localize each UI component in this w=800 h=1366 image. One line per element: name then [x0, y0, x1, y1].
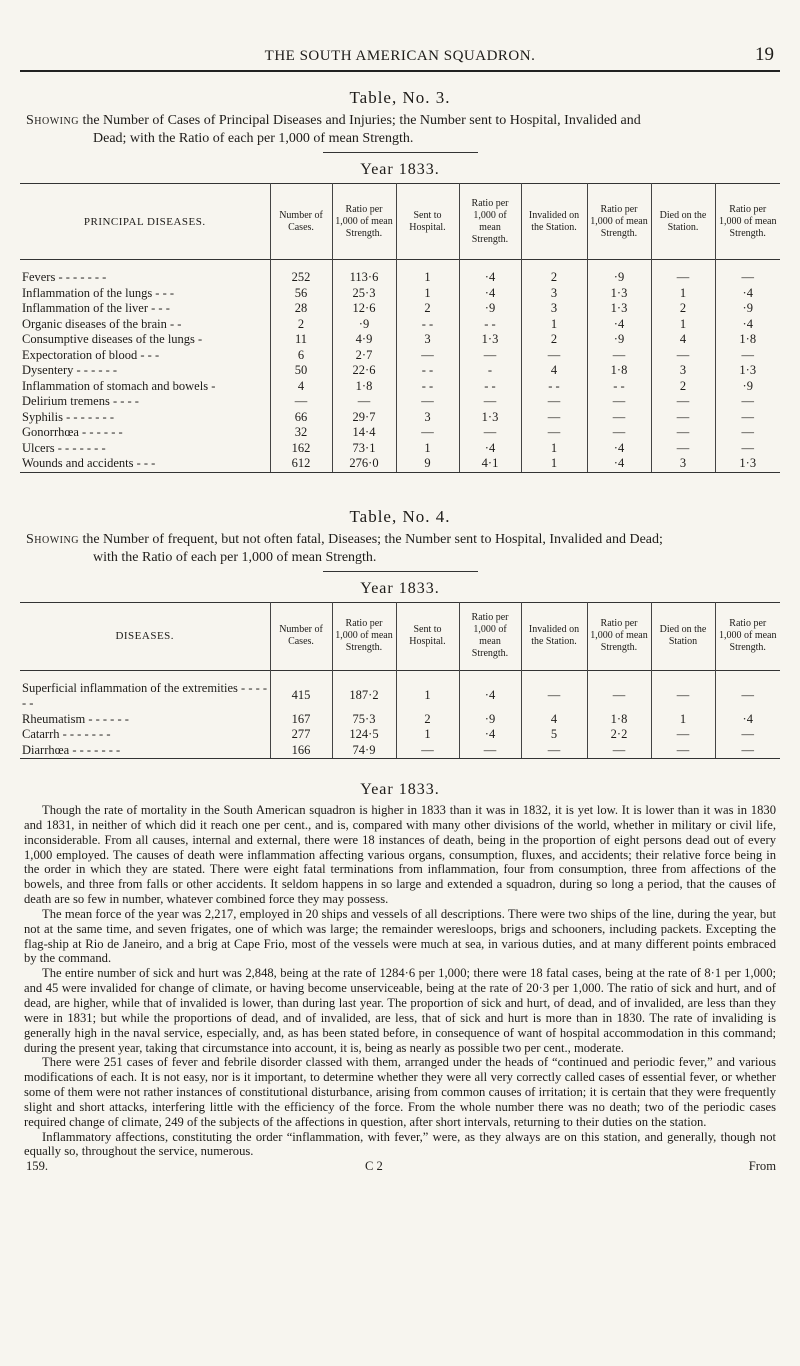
table3-value-cell: — [396, 394, 459, 410]
table3-value-cell: 1 [396, 441, 459, 457]
table3-value-cell: — [396, 348, 459, 364]
table3-header: Sent to Hospital. [396, 184, 459, 260]
table3-value-cell: - - [459, 379, 521, 395]
table3-disease-cell: Gonorrhœa - - - - - - [22, 425, 123, 439]
table3-disease-cell: Inflammation of stomach and bowels - [22, 378, 216, 393]
table3-value-cell: ·4 [715, 286, 780, 302]
table4-value-cell: 1·8 [587, 712, 651, 728]
table4-value-cell: ·4 [459, 681, 521, 712]
table3-value-cell: — [651, 394, 715, 410]
table3-header: Died on the Station. [651, 184, 715, 260]
header-rule [20, 70, 780, 72]
table3-row [20, 270, 780, 286]
table4-header: Ratio per 1,000 of mean Strength. [332, 602, 396, 670]
table3-header: Ratio per 1,000 of mean Strength. [587, 184, 651, 260]
table3-value-cell: 1·8 [587, 363, 651, 379]
table4-value-cell: 1 [651, 712, 715, 728]
table4-disease-cell: Diarrhœa - - - - - - - [20, 743, 270, 759]
table3-value-cell: — [521, 410, 587, 426]
table3-value-cell: 1·3 [459, 410, 521, 426]
table3 [20, 183, 780, 473]
table3-value-cell: — [587, 410, 651, 426]
table3-row [20, 317, 780, 333]
table3-disease-cell: Organic diseases of the brain - - [22, 316, 182, 331]
table3-value-cell: — [715, 410, 780, 426]
table3-value-cell: ·9 [715, 379, 780, 395]
table3-value-cell: ·4 [459, 270, 521, 286]
table4-value-cell: 74·9 [332, 743, 396, 759]
table3-value-cell: 2 [651, 379, 715, 395]
table3-header: Number of Cases. [270, 184, 332, 260]
table4-disease-cell: Rheumatism - - - - - - [22, 711, 129, 726]
table3-description [20, 112, 780, 148]
table3-header: PRINCIPAL DISEASES. [83, 215, 206, 228]
table3-row [20, 456, 780, 472]
table3-disease-cell: Ulcers - - - - - - - [22, 440, 106, 455]
table4-header: DISEASES. [115, 630, 175, 642]
table3-value-cell: — [715, 270, 780, 286]
table3-value-cell: 32 [270, 425, 332, 441]
table4-header: Invalided on the Station. [521, 602, 587, 670]
table4-value-cell: — [396, 743, 459, 759]
table3-value-cell: 28 [270, 301, 332, 317]
table4-header: Number of Cases. [270, 602, 332, 670]
table3-value-cell: ·4 [587, 456, 651, 472]
table3-value-cell: — [459, 394, 521, 410]
table3-value-cell: 12·6 [332, 301, 396, 317]
table3-value-cell: — [270, 394, 332, 410]
table4-row [20, 712, 780, 728]
table3-value-cell: 1·8 [332, 379, 396, 395]
table4-header: Sent to Hospital. [396, 602, 459, 670]
table4-disease-cell: Superficial inflammation of the extremities - - - - - - [22, 680, 268, 710]
table4-row [20, 727, 780, 743]
table3-desc-cont: Dead; with the Ratio of each per 1,000 of mean Strength. [93, 131, 414, 146]
table3-value-cell: 1 [651, 317, 715, 333]
footer-sheet-ref: C 2 [365, 1159, 383, 1174]
table4-value-cell: ·4 [459, 727, 521, 743]
table3-value-cell: 1 [396, 286, 459, 302]
footer-catchword: From [748, 1159, 776, 1174]
footer-signature: 159. [26, 1159, 49, 1174]
table3-value-cell: ·4 [459, 286, 521, 302]
table3-value-cell: 25·3 [332, 286, 396, 302]
table3-value-cell: 3 [521, 286, 587, 302]
table3-row [20, 441, 780, 457]
page-footer [20, 1159, 780, 1175]
table4-header: Ratio per 1,000 of mean Strength. [587, 602, 651, 670]
table3-value-cell: 4 [521, 363, 587, 379]
table3-value-cell: - - [396, 317, 459, 333]
table3-value-cell: ·9 [587, 332, 651, 348]
table3-value-cell: 1 [521, 441, 587, 457]
table3-value-cell: 4·1 [459, 456, 521, 472]
table4-header: Ratio per 1,000 of mean Strength. [459, 602, 521, 670]
table3-value-cell: — [332, 394, 396, 410]
table3-value-cell: 73·1 [332, 441, 396, 457]
table3-value-cell: 4 [651, 332, 715, 348]
table3-disease-cell: Consumptive diseases of the lungs - [22, 332, 203, 346]
table3-value-cell: — [651, 425, 715, 441]
table4-value-cell: — [587, 743, 651, 759]
table4-value-cell: — [715, 727, 780, 743]
table3-short-rule [323, 152, 478, 153]
table3-value-cell: 4 [270, 379, 332, 395]
table3-value-cell: 3 [651, 363, 715, 379]
table4-value-cell: — [459, 743, 521, 759]
table3-value-cell: 162 [270, 441, 332, 457]
table3-value-cell: 3 [521, 301, 587, 317]
table3-row [20, 410, 780, 426]
table3-value-cell: 2 [270, 317, 332, 333]
table3-value-cell: 6 [270, 348, 332, 364]
table3-disease-cell: Dysentery - - - - - - [22, 363, 118, 377]
table3-value-cell: 4·9 [332, 332, 396, 348]
table3-value-cell: 66 [270, 410, 332, 426]
table3-year: Year 1833. [360, 161, 440, 178]
table4-value-cell: 277 [270, 727, 332, 743]
table4-value-cell: — [587, 681, 651, 712]
table3-value-cell: — [587, 394, 651, 410]
paragraph: The entire number of sick and hurt was 2,848, being at the rate of 1284·6 per 1,000; there were 18 fatal cases, being at the rate of 8·1 per 1,000; and 45 were invalided for change of climate, or having become unserviceable, being at the rate of 20·3 per 1,000. The ratio of sick and hurt, and of dead, are higher, while that of invalided is lower, than during last year. The proportion of sick and hurt, of dead, and of invalided, are less than they were in 1831; but while the proportions of dead, and of invalided, are less, that of sick and hurt is more than in 1830. The rate of invaliding is generally high in the naval service, especially, and, as has been stated before, in consequence of want of hospital accommodation in this command; during the present year, taking that circumstance into account, it is, being as nearly as possible two per cent., moderate. [24, 966, 776, 1055]
table3-value-cell: — [651, 270, 715, 286]
table4-value-cell: — [715, 743, 780, 759]
table3-value-cell: ·9 [332, 317, 396, 333]
table4-value-cell: — [715, 681, 780, 712]
table3-row [20, 348, 780, 364]
table3-value-cell: 2 [521, 332, 587, 348]
table3-value-cell: ·4 [587, 317, 651, 333]
table3-value-cell: 29·7 [332, 410, 396, 426]
table4-value-cell: ·4 [715, 712, 780, 728]
table3-value-cell: ·9 [459, 301, 521, 317]
table3-row [20, 394, 780, 410]
table3-value-cell: — [715, 425, 780, 441]
table4-value-cell: 2 [396, 712, 459, 728]
table3-desc-lead: Showing [26, 113, 79, 128]
table3-value-cell: 276·0 [332, 456, 396, 472]
table3-value-cell: 56 [270, 286, 332, 302]
table3-value-cell: — [715, 348, 780, 364]
table3-value-cell: - - [587, 379, 651, 395]
table4-value-cell: ·9 [459, 712, 521, 728]
table3-disease-cell: Expectoration of blood - - - [22, 347, 160, 362]
table3-disease-cell: Fevers - - - - - - - [22, 270, 107, 284]
table3-value-cell: - - [521, 379, 587, 395]
table3-header: Ratio per 1,000 of mean Strength. [459, 184, 521, 260]
table4-value-cell: 2·2 [587, 727, 651, 743]
table4-value-cell: 415 [270, 681, 332, 712]
table3-value-cell: 22·6 [332, 363, 396, 379]
table3-value-cell: 11 [270, 332, 332, 348]
table3-row [20, 286, 780, 302]
table4-value-cell: — [651, 727, 715, 743]
table3-value-cell: — [396, 425, 459, 441]
section-title: Year 1833. [360, 781, 440, 798]
table4-value-cell: 124·5 [332, 727, 396, 743]
table4-desc-cont: with the Ratio of each per 1,000 of mean Strength. [93, 549, 377, 565]
table4-value-cell: 166 [270, 743, 332, 759]
table3-disease-cell: Syphilis - - - - - - - [22, 409, 114, 424]
table3-disease-cell: Wounds and accidents - - - [20, 456, 270, 472]
paragraph: Inflammatory affections, constituting the order “inflammation, with fever,” were, as they always are on this station, and generally, though not equally so, throughout the service, numerous. [24, 1129, 776, 1159]
table3-body [20, 260, 780, 473]
table3-row [20, 425, 780, 441]
table3-value-cell: 1·8 [715, 332, 780, 348]
table3-value-cell: — [459, 348, 521, 364]
table4-value-cell: — [521, 681, 587, 712]
table3-value-cell: - - [396, 379, 459, 395]
table3-value-cell: 1·3 [587, 286, 651, 302]
table4-value-cell: — [651, 743, 715, 759]
table3-value-cell: — [715, 441, 780, 457]
table4-row [20, 743, 780, 759]
table3-value-cell: 1 [521, 456, 587, 472]
body-text [20, 803, 780, 1159]
table3-value-cell: — [651, 441, 715, 457]
table4-desc-lead: Showing [26, 531, 79, 547]
table4-title: Table, No. 4. [349, 506, 451, 526]
table3-row [20, 332, 780, 348]
table4-description [20, 531, 780, 567]
table3-row [20, 301, 780, 317]
table3-value-cell: ·4 [715, 317, 780, 333]
table3-value-cell: 1 [521, 317, 587, 333]
table3-value-cell: 2 [396, 301, 459, 317]
table4-desc-rest: the Number of frequent, but not often fatal, Diseases; the Number sent to Hospital, Invalided and Dead; [82, 531, 663, 547]
table4 [20, 602, 780, 760]
table3-value-cell: 1·3 [715, 363, 780, 379]
table3-value-cell: 1 [651, 286, 715, 302]
running-head: THE SOUTH AMERICAN SQUADRON. [264, 48, 536, 64]
table4-value-cell: 1 [396, 727, 459, 743]
table3-value-cell: ·9 [587, 270, 651, 286]
table3-value-cell: 113·6 [332, 270, 396, 286]
table3-value-cell: — [521, 425, 587, 441]
table3-value-cell: 50 [270, 363, 332, 379]
paragraph: There were 251 cases of fever and febrile disorder classed with them, arranged under the heads of “continued and periodic fever,” and various modifications of each. It is not easy, nor is it important, to determine whether they were all very correctly called cases of essential fever, or whether some of them were not rather instances of constitutional disturbance, arising from common causes of irritation; it is certain that they were frequently slight and short attacks, interfering little with the efficiency of the force. From the whole number there was no death; two of the periodic cases required change of climate, 249 of the subjects of the affections in question, after short intervals, returning to their duties on the station. [24, 1055, 776, 1129]
paragraph: The mean force of the year was 2,217, employed in 20 ships and vessels of all descriptions. There were two ships of the line, during the year, but not at the same time, and seven frigates, one of which was large; the remainder weresloops, brigs and schooners, including packets. Excepting the flag-ship at Rio de Janeiro, and a brig at Cape Frio, most of the vessels were much at sea, in various duties, and at many different points embraced by the command. [24, 906, 776, 966]
table3-row [20, 363, 780, 379]
table3-value-cell: — [651, 348, 715, 364]
table3-value-cell: — [587, 425, 651, 441]
table3-value-cell: ·4 [459, 441, 521, 457]
table3-value-cell: 2 [521, 270, 587, 286]
table4-value-cell: 4 [521, 712, 587, 728]
table3-row [20, 379, 780, 395]
table3-value-cell: 1 [396, 270, 459, 286]
table3-value-cell: - - [459, 317, 521, 333]
table3-value-cell: — [651, 410, 715, 426]
paragraph: Though the rate of mortality in the South American squadron is higher in 1833 than it was in 1832, it is yet low. It is lower than it was in 1830 and 1831, in neither of which did it reach one per cent., and is, compared with many other divisions of the world, whether in military or civil life, inconsiderable. From all causes, internal and external, there were 18 instances of death, being in the proportion of eight persons dead out of every 1,000 employed. The causes of death were inflammation affecting various organs, consumption, fluxes, and accidents; their relative force being in the order in which they are stated. There were eight fatal terminations from inflammation, four from consumption, three from affections of the bowels, and three from falls or other accidents. It seldom happens in so large and extended a squadron, during so long a period, that the causes of death are so few in number, whatever combined force they may possess. [24, 803, 776, 907]
table4-header: Ratio per 1,000 of mean Strength. [715, 602, 780, 670]
page-number: 19 [755, 44, 774, 65]
table4-row [20, 681, 780, 712]
table3-disease-cell: Inflammation of the liver - - - [22, 301, 170, 315]
table3-disease-cell: Inflammation of the lungs - - - [22, 285, 175, 300]
table3-value-cell: — [521, 394, 587, 410]
table3-value-cell: — [521, 348, 587, 364]
table4-value-cell: 5 [521, 727, 587, 743]
table3-header: Ratio per 1,000 of mean Strength. [715, 184, 780, 260]
table4-body [20, 670, 780, 759]
table3-title: Table, No. 3. [349, 88, 451, 107]
table3-value-cell: 1·3 [715, 456, 780, 472]
table3-value-cell: 2·7 [332, 348, 396, 364]
table3-value-cell: — [587, 348, 651, 364]
table3-value-cell: 252 [270, 270, 332, 286]
table3-value-cell: - [459, 363, 521, 379]
table3-value-cell: 9 [396, 456, 459, 472]
table4-year: Year 1833. [360, 579, 440, 597]
table3-value-cell: — [459, 425, 521, 441]
table3-value-cell: 1·3 [459, 332, 521, 348]
table3-value-cell: 14·4 [332, 425, 396, 441]
table4-value-cell: 187·2 [332, 681, 396, 712]
table4-value-cell: 75·3 [332, 712, 396, 728]
table4-value-cell: — [651, 681, 715, 712]
table3-value-cell: 1·3 [587, 301, 651, 317]
table4-value-cell: 167 [270, 712, 332, 728]
table3-value-cell: 2 [651, 301, 715, 317]
table4-disease-cell: Catarrh - - - - - - - [22, 727, 111, 741]
table4-header: Died on the Station [651, 602, 715, 670]
table3-value-cell: 612 [270, 456, 332, 472]
table3-value-cell: 3 [396, 410, 459, 426]
table4-short-rule [323, 571, 478, 572]
table3-value-cell: 3 [651, 456, 715, 472]
table3-value-cell: ·4 [587, 441, 651, 457]
table3-disease-cell: Delirium tremens - - - - [22, 394, 139, 408]
table3-desc-rest: the Number of Cases of Principal Diseases and Injuries; the Number sent to Hospital, Invalided and [82, 113, 641, 128]
table3-value-cell: ·9 [715, 301, 780, 317]
table3-value-cell: - - [396, 363, 459, 379]
table3-value-cell: — [715, 394, 780, 410]
table3-value-cell: 3 [396, 332, 459, 348]
table4-value-cell: 1 [396, 681, 459, 712]
table4-value-cell: — [521, 743, 587, 759]
table3-header: Ratio per 1,000 of mean Strength. [332, 184, 396, 260]
table3-header: Invalided on the Station. [521, 184, 587, 260]
